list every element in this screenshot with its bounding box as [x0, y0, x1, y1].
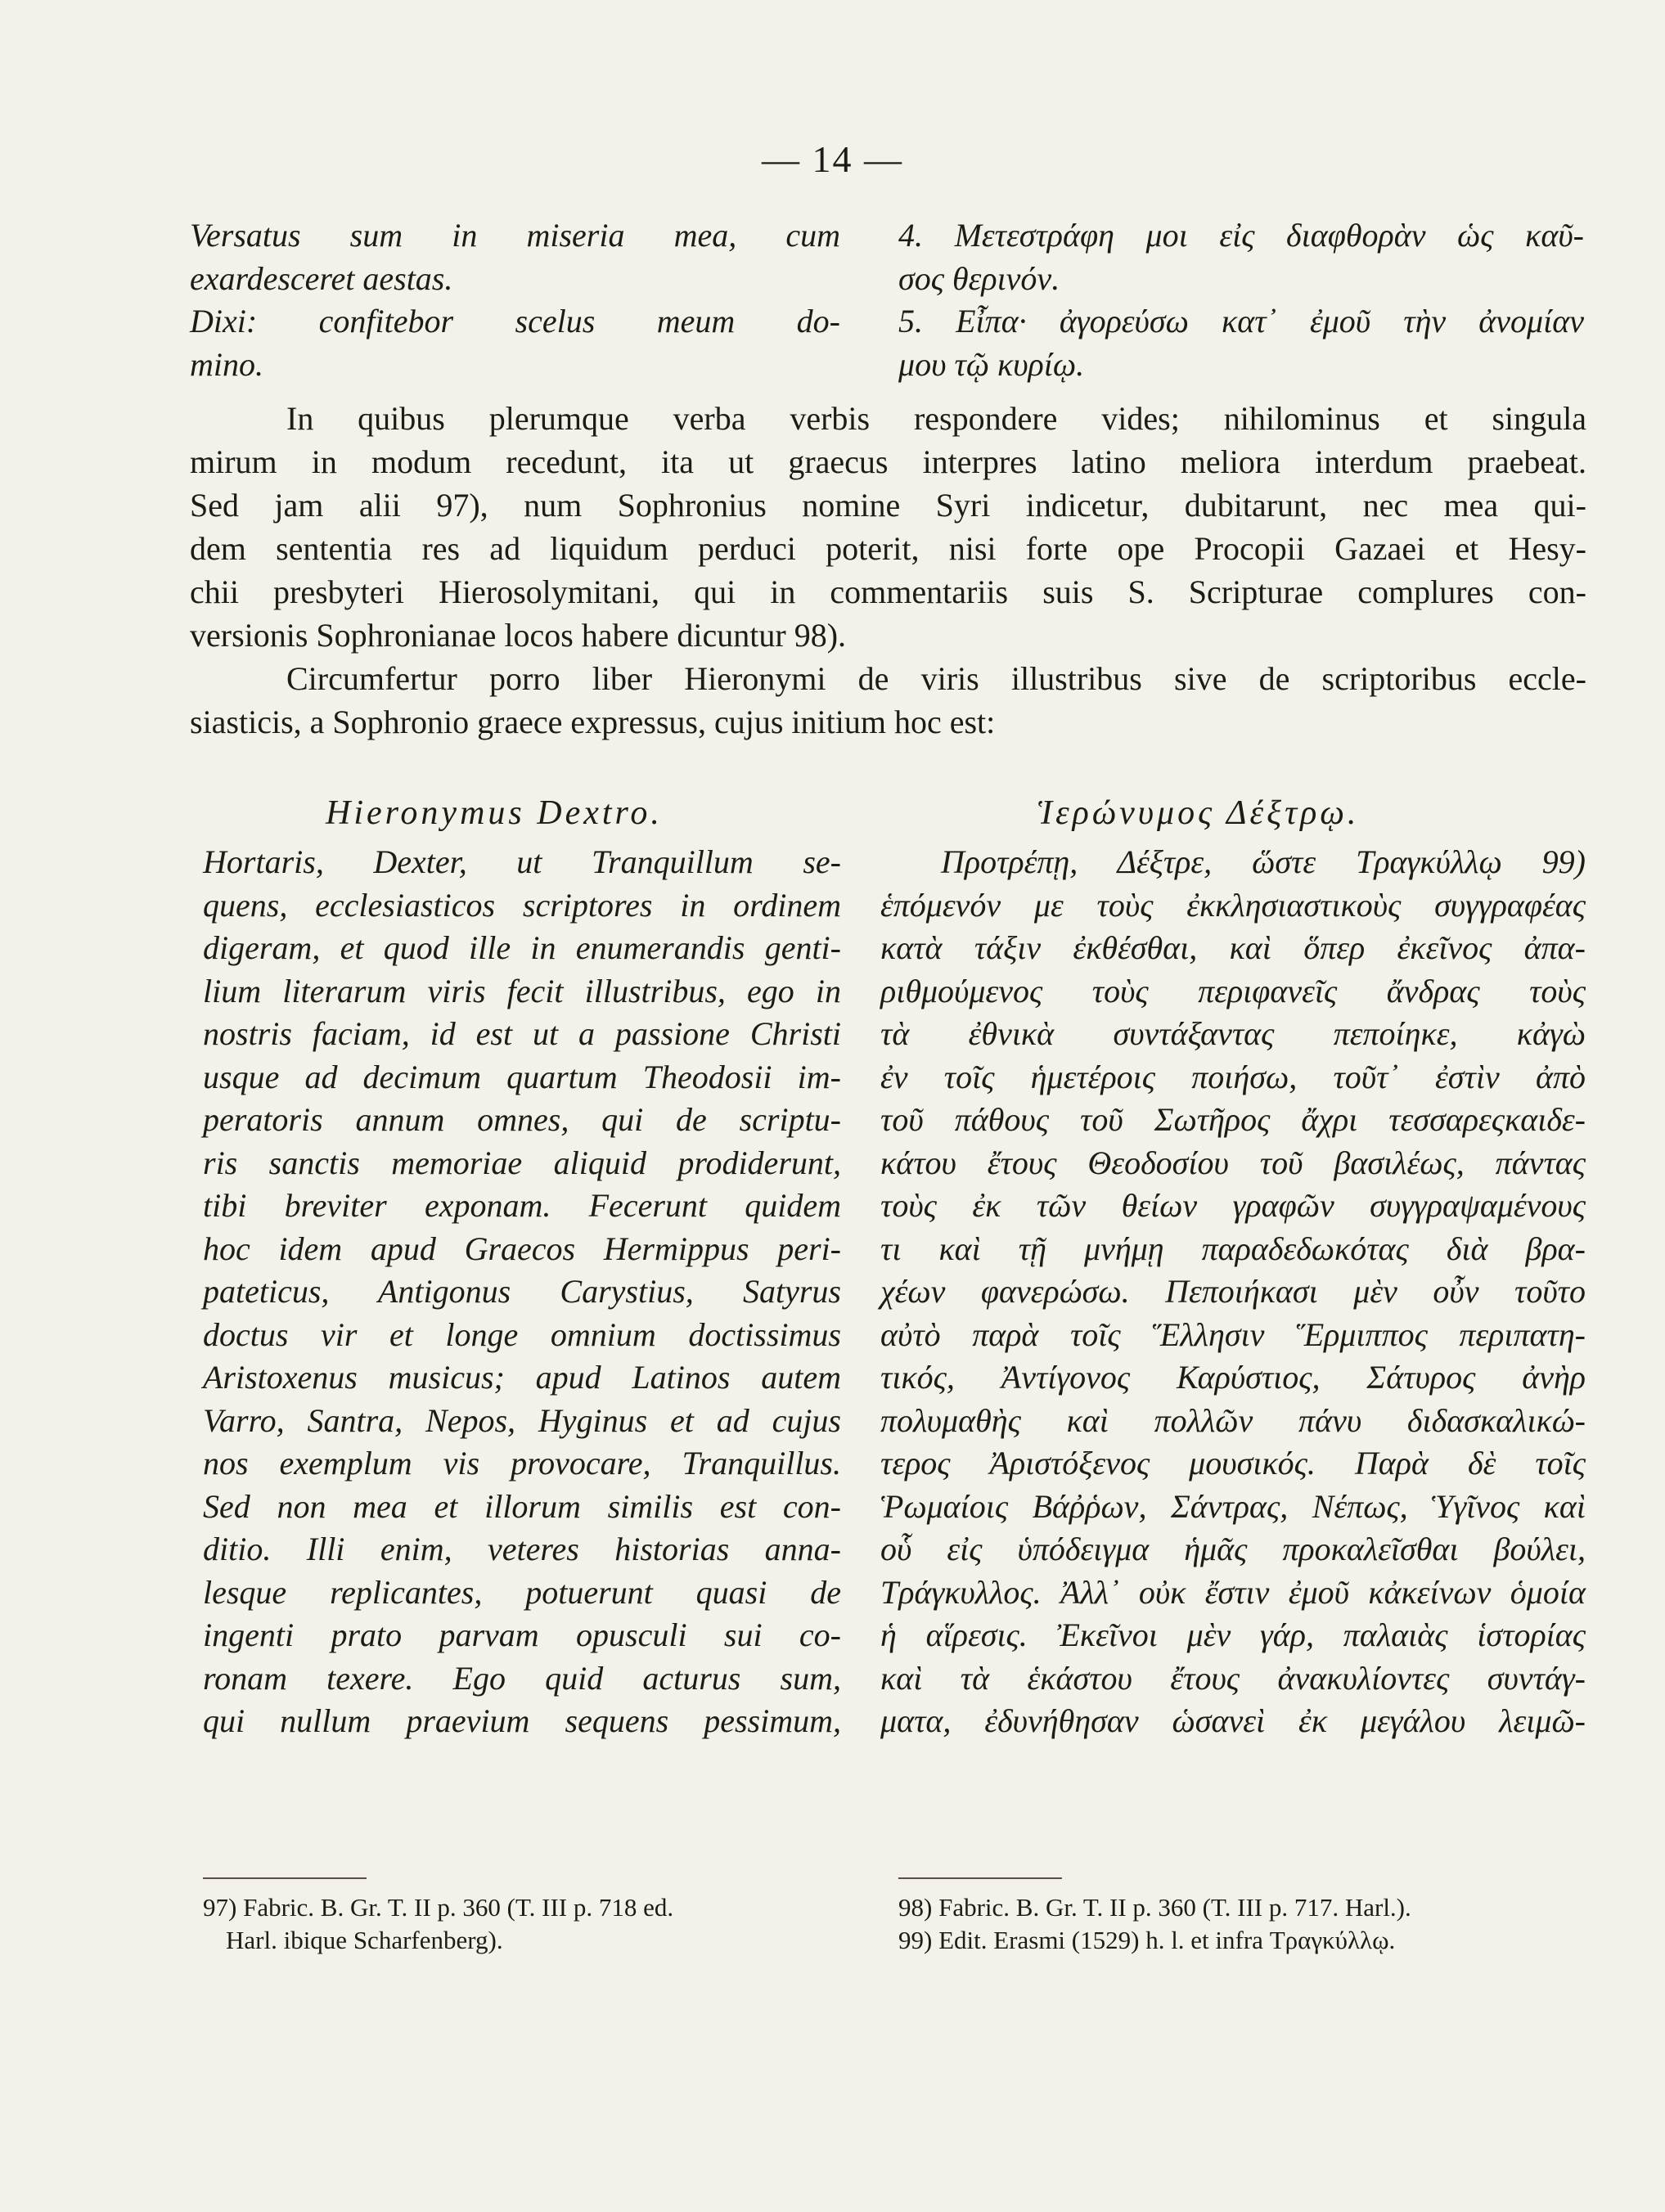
footnotes-right: [898, 1891, 1411, 1957]
psalm-greek: [898, 214, 1584, 386]
latin-line: nos exemplum vis provocare, Tranquillus.: [203, 1445, 841, 1481]
greek-line: τικός, Ἀντίγονος Καρύστιος, Σάτυρος ἀνὴρ: [880, 1359, 1586, 1396]
footnote-97: 97) Fabric. B. Gr. T. II p. 360 (T. III p. 718 ed.: [203, 1893, 674, 1922]
greek-column: [880, 841, 1586, 1743]
latin-line: ditio. Illi enim, veteres historias anna-: [203, 1531, 841, 1567]
latin-line: nostris faciam, id est ut a passione Christi: [203, 1015, 841, 1052]
heading-latin: Hieronymus Dextro.: [326, 794, 663, 832]
greek-line: τι καὶ τῇ μνήμῃ παραδεδωκότας διὰ βρα-: [880, 1230, 1586, 1267]
latin-line: ingenti prato parvam opusculi sui co-: [203, 1616, 841, 1653]
footnote-98: 98) Fabric. B. Gr. T. II p. 360 (T. III p. 717. Harl.).: [898, 1893, 1411, 1922]
psalm-latin-line: mino.: [190, 345, 263, 383]
latin-line: Varro, Santra, Nepos, Hyginus et ad cujus: [203, 1401, 841, 1439]
latin-line: doctus vir et longe omnium doctissimus: [203, 1315, 841, 1353]
greek-line: Ῥωμαίοις Βάῤῥων, Σάντρας, Νέπως, Ὑγῖνος καὶ: [880, 1487, 1586, 1525]
footnote-rule-left: [203, 1877, 367, 1879]
latin-line: tibi breviter exponam. Fecerunt quidem: [203, 1187, 841, 1224]
psalm-greek-line: μου τῷ κυρίῳ.: [898, 345, 1085, 383]
psalm-latin-line: exardesceret aestas.: [190, 259, 453, 297]
greek-line: τερος Ἀριστόξενος μουσικός. Παρὰ δὲ τοῖς: [880, 1445, 1586, 1481]
footnotes-left: [203, 1891, 673, 1957]
latin-line: ronam texere. Ego quid acturus sum,: [203, 1659, 841, 1697]
latin-column: [203, 841, 841, 1743]
paragraph-line: siasticis, a Sophronio graece expressus, cujus initium hoc est:: [190, 704, 996, 740]
psalm-greek-line: σος θερινόν.: [898, 259, 1060, 297]
greek-line: Προτρέπῃ, Δέξτρε, ὥστε Τραγκύλλῳ 99): [941, 843, 1586, 880]
greek-line: ἡ αἵρεσις. Ἐκεῖνοι μὲν γάρ, παλαιὰς ἱστορίας: [880, 1616, 1586, 1653]
latin-line: peratoris annum omnes, qui de scriptu-: [203, 1101, 841, 1138]
latin-line: ris sanctis memoriae aliquid prodiderunt,: [203, 1144, 841, 1181]
greek-line: αὐτὸ παρὰ τοῖς Ἕλλησιν Ἕρμιππος περιπατη-: [880, 1315, 1586, 1353]
greek-line: χέων φανερώσω. Πεποιήκασι μὲν οὖν τοῦτο: [880, 1273, 1586, 1310]
paragraph-line: Sed jam alii 97), num Sophronius nomine Syri indicetur, dubitarunt, nec mea qui-: [190, 487, 1586, 524]
greek-line: οὗ εἰς ὑπόδειγμα ἡμᾶς προκαλεῖσθαι βούλει,: [880, 1531, 1586, 1567]
psalm-greek-line: 4. Μετεστράφη μοι εἰς διαφθορὰν ὡς καῦ-: [898, 217, 1584, 254]
paragraph-line: Circumfertur porro liber Hieronymi de viris illustribus sive de scriptoribus eccle-: [286, 660, 1586, 697]
latin-line: lesque replicantes, potuerunt quasi de: [203, 1573, 841, 1611]
page-number: — 14 —: [762, 138, 903, 180]
latin-line: Hortaris, Dexter, ut Tranquillum se-: [203, 843, 841, 880]
latin-line: pateticus, Antigonus Carystius, Satyrus: [203, 1273, 841, 1310]
greek-line: Τράγκυλλος. Ἀλλ᾿ οὐκ ἔστιν ἐμοῦ κἀκείνων ὁμοία: [880, 1573, 1586, 1611]
paragraph-line: dem sententia res ad liquidum perduci poterit, nisi forte ope Procopii Gazaei et Hesy-: [190, 530, 1586, 567]
footnote-97-cont: Harl. ibique Scharfenberg).: [226, 1926, 503, 1954]
latin-line: Sed non mea et illorum similis est con-: [203, 1487, 841, 1525]
paragraph-line: chii presbyteri Hierosolymitani, qui in commentariis suis S. Scripturae complures con-: [190, 573, 1586, 610]
footnote-99: 99) Edit. Erasmi (1529) h. l. et infra Τραγκύλλῳ.: [898, 1926, 1396, 1954]
paragraph-commentary: [190, 397, 1586, 657]
greek-line: πολυμαθὴς καὶ πολλῶν πάνυ διδασκαλικώ-: [880, 1401, 1586, 1439]
paragraph-line: mirum in modum recedunt, ita ut graecus interpres latino meliora interdum praebeat.: [190, 443, 1586, 480]
latin-line: usque ad decimum quartum Theodosii im-: [203, 1058, 841, 1095]
greek-line: ἐν τοῖς ἡμετέροις ποιήσω, τοῦτ᾿ ἐστὶν ἀπὸ: [880, 1058, 1586, 1095]
footnote-rule-right: [898, 1877, 1062, 1879]
latin-line: digeram, et quod ille in enumerandis genti-: [203, 929, 841, 966]
greek-line: ριθμούμενος τοὺς περιφανεῖς ἄνδρας τοὺς: [880, 972, 1586, 1009]
latin-line: hoc idem apud Graecos Hermippus peri-: [203, 1230, 841, 1267]
greek-line: καὶ τὰ ἑκάστου ἔτους ἀνακυλίοντες συντάγ-: [880, 1659, 1586, 1697]
latin-line: lium literarum viris fecit illustribus, ego in: [203, 972, 841, 1009]
greek-line: τοὺς ἐκ τῶν θείων γραφῶν συγγραψαμένους: [880, 1187, 1586, 1224]
greek-line: κατὰ τάξιν ἐκθέσθαι, καὶ ὅπερ ἐκεῖνος ἀπα-: [880, 929, 1586, 966]
paragraph-line: versionis Sophronianae locos habere dicuntur 98).: [190, 617, 847, 654]
greek-line: τὰ ἐθνικὰ συντάξαντας πεποίηκε, κἀγὼ: [880, 1015, 1586, 1052]
latin-line: quens, ecclesiasticos scriptores in ordinem: [203, 886, 841, 924]
greek-line: κάτου ἔτους Θεοδοσίου τοῦ βασιλέως, πάντας: [880, 1144, 1586, 1181]
psalm-latin-line: Versatus sum in miseria mea, cum: [190, 217, 840, 254]
greek-line: ματα, ἐδυνήθησαν ὡσανεὶ ἐκ μεγάλου λειμῶ-: [880, 1702, 1586, 1739]
psalm-greek-line: 5. Εἶπα· ἀγορεύσω κατ᾿ ἐμοῦ τὴν ἀνομίαν: [898, 303, 1584, 339]
greek-line: τοῦ πάθους τοῦ Σωτῆρος ἄχρι τεσσαρεςκαιδε-: [880, 1101, 1586, 1138]
heading-greek: Ἱερώνυμος Δέξτρῳ.: [1037, 794, 1360, 832]
latin-line: Aristoxenus musicus; apud Latinos autem: [203, 1359, 841, 1396]
psalm-latin-line: Dixi: confitebor scelus meum do-: [190, 303, 840, 339]
latin-line: qui nullum praevium sequens pessimum,: [203, 1702, 841, 1739]
greek-line: ἑπόμενόν με τοὺς ἐκκλησιαστικοὺς συγγραφέας: [880, 886, 1586, 924]
paragraph-introduction: [190, 657, 1586, 744]
paragraph-line: In quibus plerumque verba verbis respondere vides; nihilominus et singula: [286, 400, 1586, 437]
psalm-latin: [190, 214, 840, 386]
